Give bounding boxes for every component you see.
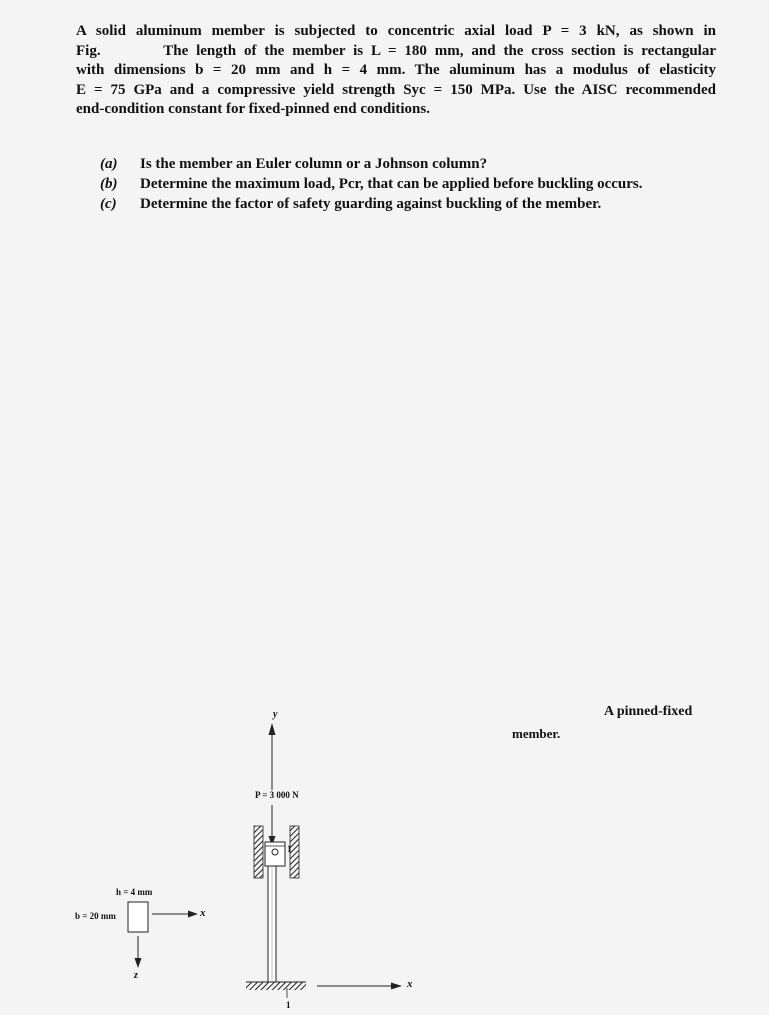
section-mark-bottom: 1 [286, 1000, 291, 1010]
section-z-axis-label: z [134, 970, 138, 981]
section-x-axis-arrowhead [188, 911, 198, 918]
part-label: (c) [100, 196, 117, 212]
section-mark-top: 1 [287, 844, 292, 854]
h-dimension-label: h = 4 mm [116, 887, 153, 897]
problem-line-3: with dimensions b = 20 mm and h = 4 mm. The aluminum has a modulus of elasticity [76, 62, 716, 79]
problem-line-1: A solid aluminum member is subjected to concentric axial load P = 3 kN, as shown in [76, 23, 716, 39]
figure-caption-part-2: member. [512, 726, 561, 741]
problem-line-4: E = 75 GPa and a compressive yield strength Syc = 150 MPa. Use the AISC recommended [76, 81, 716, 98]
part-label: (b) [100, 176, 118, 192]
problem-line-5: end-condition constant for fixed-pinned end conditions. [76, 101, 430, 118]
x-axis-arrowhead [391, 983, 402, 990]
part-text: Is the member an Euler column or a Johnson column? [140, 156, 488, 172]
y-axis-arrowhead [269, 723, 276, 735]
b-dimension-label: b = 20 mm [75, 911, 116, 921]
load-label: P = 3 000 N [255, 790, 299, 800]
section-x-axis-label: x [200, 907, 206, 919]
part-label: (a) [100, 156, 118, 172]
fixed-base [246, 982, 306, 990]
part-text: Determine the maximum load, Pcr, that can be applied before buckling occurs. [140, 176, 643, 192]
y-axis-label: y [273, 709, 278, 720]
cross-section-rect [128, 902, 148, 932]
x-axis-label: x [407, 978, 413, 990]
section-z-axis-arrowhead [135, 958, 142, 968]
part-text: Determine the factor of safety guarding against buckling of the member. [140, 196, 602, 212]
figure-caption-part-1: A pinned-fixed [604, 704, 693, 719]
top-left-wall [254, 826, 263, 878]
problem-line-2: Fig. The length of the member is L = 180 mm, and the cross section is rectangular [76, 42, 716, 59]
